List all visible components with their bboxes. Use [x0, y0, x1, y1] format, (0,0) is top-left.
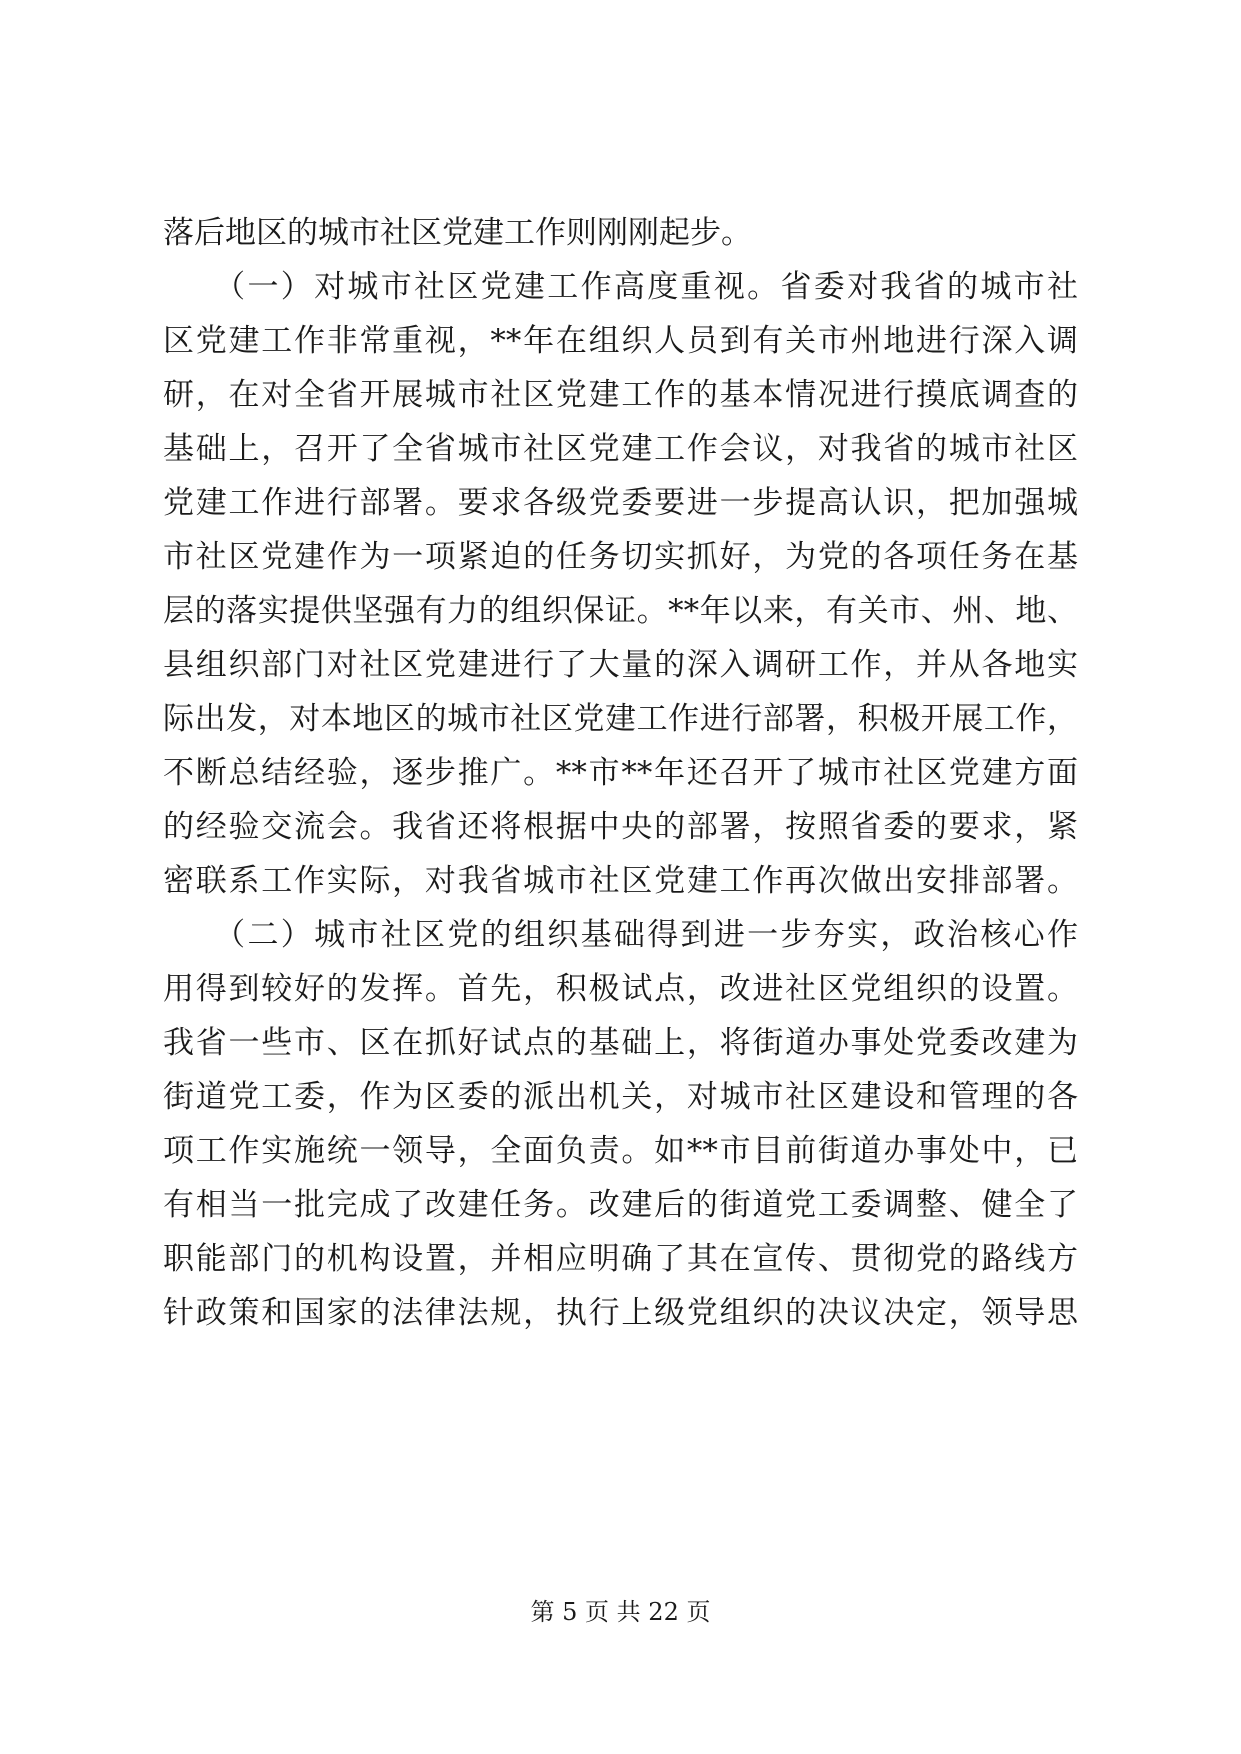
text-line: 党建工作进行部署。要求各级党委要进一步提高认识，把加强城 — [163, 485, 1078, 521]
text-line: （二）城市社区党的组织基础得到进一步夯实，政治核心作 — [163, 917, 1078, 953]
text-line: 基础上，召开了全省城市社区党建工作会议，对我省的城市社区 — [163, 431, 1078, 467]
text-line: （一）对城市社区党建工作高度重视。省委对我省的城市社 — [163, 269, 1078, 305]
text-line: 密联系工作实际，对我省城市社区党建工作再次做出安排部署。 — [163, 863, 1078, 899]
text-line: 不断总结经验，逐步推广。**市**年还召开了城市社区党建方面 — [163, 755, 1078, 791]
text-line: 的经验交流会。我省还将根据中央的部署，按照省委的要求，紧 — [163, 809, 1078, 845]
text-line: 区党建工作非常重视，**年在组织人员到有关市州地进行深入调 — [163, 323, 1078, 359]
text-line: 际出发，对本地区的城市社区党建工作进行部署，积极开展工作， — [163, 701, 1078, 737]
text-line: 县组织部门对社区党建进行了大量的深入调研工作，并从各地实 — [163, 647, 1078, 683]
text-line: 用得到较好的发挥。首先，积极试点，改进社区党组织的设置。 — [163, 971, 1078, 1007]
text-line: 研，在对全省开展城市社区党建工作的基本情况进行摸底调查的 — [163, 377, 1078, 413]
text-line: 项工作实施统一领导，全面负责。如**市目前街道办事处中，已 — [163, 1133, 1078, 1169]
text-line: 街道党工委，作为区委的派出机关，对城市社区建设和管理的各 — [163, 1079, 1078, 1115]
text-line: 有相当一批完成了改建任务。改建后的街道党工委调整、健全了 — [163, 1187, 1078, 1223]
page-number-footer: 第 5 页 共 22 页 — [530, 1598, 711, 1626]
text-line: 市社区党建作为一项紧迫的任务切实抓好，为党的各项任务在基 — [163, 539, 1078, 575]
text-line: 层的落实提供坚强有力的组织保证。**年以来，有关市、州、地、 — [163, 593, 1078, 629]
text-line: 落后地区的城市社区党建工作则刚刚起步。 — [163, 215, 752, 251]
text-line: 职能部门的机构设置，并相应明确了其在宣传、贯彻党的路线方 — [163, 1241, 1078, 1277]
text-line: 我省一些市、区在抓好试点的基础上，将街道办事处党委改建为 — [163, 1025, 1078, 1061]
text-line: 针政策和国家的法律法规，执行上级党组织的决议决定，领导思 — [163, 1295, 1078, 1331]
